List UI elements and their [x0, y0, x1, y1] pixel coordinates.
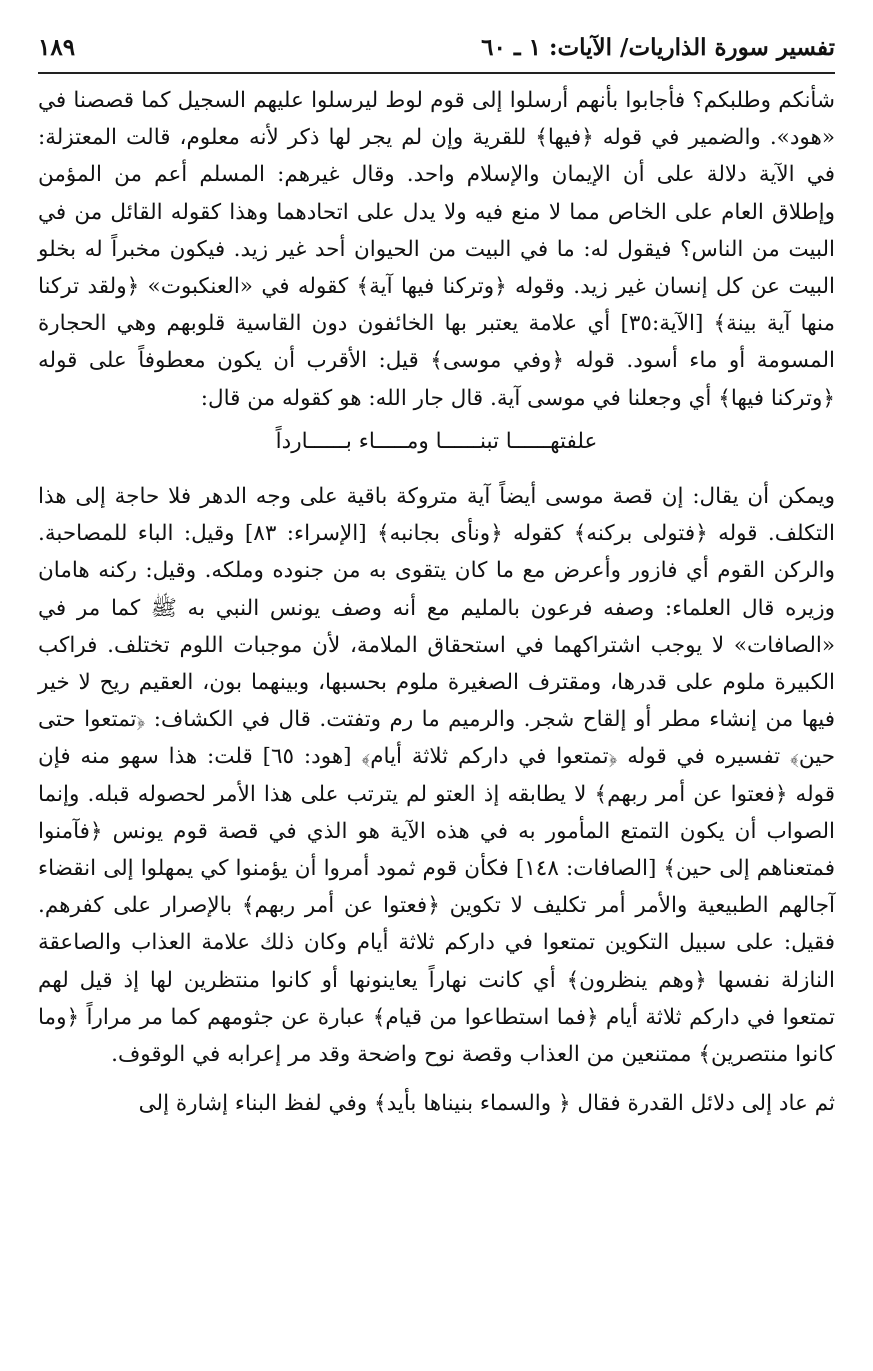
paragraph: ويمكن أن يقال: إن قصة موسى أيضاً آية متروكة باقية على وجه الدهر فلا حاجة إلى هذا التكلف. قوله ﴿فتولى بركنه﴾ كقوله ﴿ونأى بجانبه﴾ [الإسراء: ٨٣] وقيل: الباء للمصاحبة. والركن القوم أي فازور وأعرض مع ما كان يتقوى به من جنوده وملكه. وقيل: ركنه هامان وزيره قال العلماء: وصفه فرعون بالمليم مع أنه وصف يونس النبي به ﷺ كما مر في «الصافات» لا يوجب اشتراكهما في استحقاق الملامة، لأن موجبات اللوم تختلف. فراكب الكبيرة ملوم على قدرها، ومقترف الصغيرة ملوم بحسبها، وبينهما بون، العقيم ريح لا خير فيها من إنشاء مطر أو إلقاح شجر. والرميم ما رم وتفتت. قال في الكشاف: ﴿تمتعوا حتى حين﴾ تفسيره في قوله ﴿تمتعوا في داركم ثلاثة أيام﴾ [هود: ٦٥] قلت: هذا سهو منه فإن قوله ﴿فعتوا عن أمر ربهم﴾ لا يطابقه إذ العتو لم يترتب على هذا الأمر لحصوله قبله. وإنما الصواب أن يكون التمتع المأمور به في هذه الآية هو الذي في قصة قوم يونس ﴿فآمنوا فمتعناهم إلى حين﴾ [الصافات: ١٤٨] فكأن قوم ثمود أمروا أن يؤمنوا كي يمهلوا إلى انقضاء آجالهم الطبيعية والأمر أمر تكليف لا تكوين ﴿فعتوا عن أمر ربهم﴾ بالإصرار على كفرهم. فقيل: على سبيل التكوين تمتعوا في داركم ثلاثة أيام وكان ذلك علامة العذاب والصاعقة النازلة نفسها ﴿وهم ينظرون﴾ أي كانت نهاراً يعاينونها أو كانوا منتظرين لها إذ قيل لهم تمتعوا في داركم ثلاثة أيام ﴿فما استطاعوا من قيام﴾ عبارة عن جثومهم كما مر مراراً ﴿وما كانوا منتصرين﴾ ممتنعين من العذاب وقصة نوح واضحة وقد مر إعرابه في الوقوف.	[38, 484, 836, 1068]
paragraph-gap	[38, 1073, 835, 1085]
page-header	[38, 30, 835, 70]
running-title: تفسير سورة الذاريات/ الآيات: ١ ـ ٦٠	[481, 34, 835, 61]
paragraph: شأنكم وطلبكم؟ فأجابوا بأنهم أرسلوا إلى قوم لوط ليرسلوا عليهم السجيل كما قصصنا في «هود». والضمير في قوله ﴿فيها﴾ للقرية وإن لم يجر لها ذكر لأنه معلوم، قالت المعتزلة: في الآية دلالة على أن الإيمان والإسلام واحد. وقال غيرهم: المسلم أعم من المؤمن وإطلاق العام على الخاص مما لا منع فيه ولا يدل على اتحادهما وهذا كقوله القائل من في البيت من الناس؟ فيقول له: ما في البيت من الحيوان أحد غير زيد. فيكون مخبراً له بخلو البيت عن كل إنسان غير زيد. وقوله ﴿وتركنا فيها آية﴾ كقوله في «العنكبوت» ﴿ولقد تركنا منها آية بينة﴾ [الآية:٣٥] أي علامة يعتبر بها الخائفون دون القاسية قلوبهم وهي الحجارة المسومة أو ماء أسود. قوله ﴿وفي موسى﴾ قيل: الأقرب أن يكون معطوفاً على قوله ﴿وتركنا فيها﴾ أي وجعلنا في موسى آية. قال جار الله: هو كقوله من قال:	[38, 88, 835, 411]
paragraph: ثم عاد إلى دلائل القدرة فقال ﴿ والسماء بنيناها بأيد﴾ وفي لفظ البناء إشارة إلى	[138, 1091, 835, 1117]
page-number: ١٨٩	[38, 34, 76, 61]
header-rule	[38, 72, 835, 74]
body-text	[38, 82, 835, 1122]
poetry-verse: علفتهــــــا تبنــــــا ومـــــاء بــــــارداً	[275, 428, 598, 454]
